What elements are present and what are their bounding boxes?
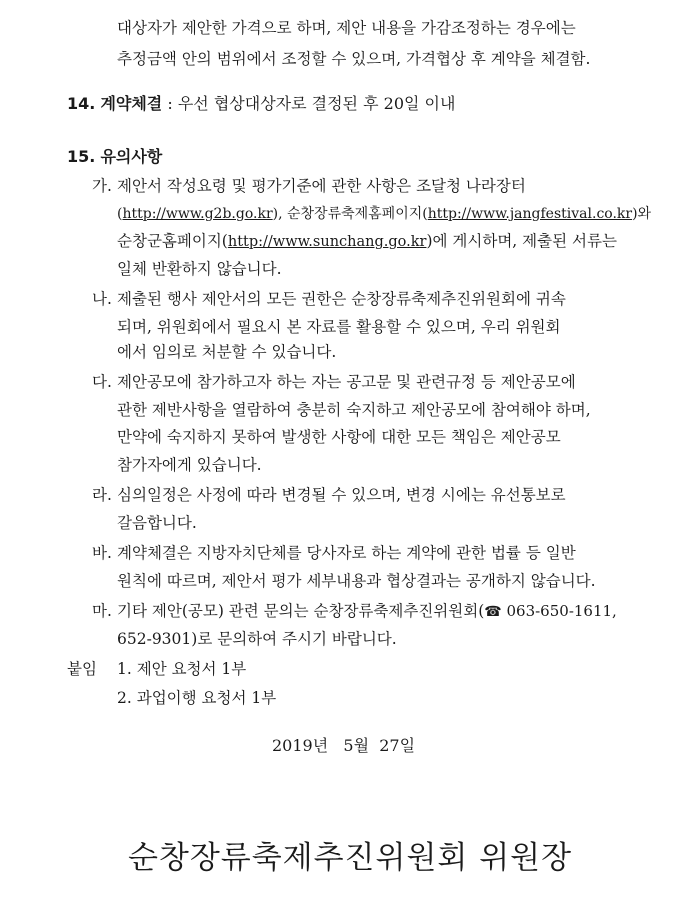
attachment-item-2: 2. 과업이행 요청서 1부 bbox=[117, 689, 277, 707]
section-14-body: 우선 협상대상자로 결정된 후 20일 이내 bbox=[177, 94, 456, 113]
item-ra-line-1: 심의일정은 사정에 따라 변경될 수 있으며, 변경 시에는 유선통보로 bbox=[117, 486, 566, 504]
paren-open: ( bbox=[117, 206, 123, 222]
item-ga-line-1: 제안서 작성요령 및 평가기준에 관한 사항은 조달청 나라장터 bbox=[117, 177, 526, 195]
item-na-marker: 나. bbox=[92, 290, 112, 308]
item-ra-line-2: 갈음합니다. bbox=[117, 514, 197, 532]
county-homepage-label: 순창군홈페이지( bbox=[117, 232, 228, 250]
item-da-line-1: 제안공모에 참가하고자 하는 자는 공고문 및 관련규정 등 제안공모에 bbox=[117, 373, 576, 391]
section-14 bbox=[67, 94, 455, 114]
item-ba-line-1: 계약체결은 지방자치단체를 당사자로 하는 계약에 관한 법률 등 일반 bbox=[117, 544, 576, 562]
item-ba-marker: 바. bbox=[92, 544, 112, 562]
item-na-line-2: 되며, 위원회에서 필요시 본 자료를 활용할 수 있으며, 우리 위원회 bbox=[117, 318, 561, 336]
festival-homepage-label: ), 순창장류축제홈페이지( bbox=[272, 206, 428, 222]
item-ma-marker: 마. bbox=[92, 602, 112, 620]
item-da-line-2: 관한 제반사항을 열람하여 충분히 숙지하고 제안공모에 참여해야 하며, bbox=[117, 401, 591, 419]
sunchang-link[interactable]: http://www.sunchang.go.kr bbox=[227, 234, 427, 250]
item-ba-line-2: 원칙에 따르며, 제안서 평가 세부내용과 협상결과는 공개하지 않습니다. bbox=[117, 572, 596, 590]
item-da-line-4: 참가자에게 있습니다. bbox=[117, 456, 262, 474]
item-ga-line-4: 일체 반환하지 않습니다. bbox=[117, 260, 282, 278]
item-ga-line-2 bbox=[117, 204, 651, 224]
item-ma-line-1-text: 기타 제안(공모) 관련 문의는 순창장류축제추진위원회( bbox=[117, 602, 485, 620]
signer-title: 순창장류축제추진위원회 위원장 bbox=[127, 840, 573, 876]
phone-icon: ☎ bbox=[484, 604, 502, 620]
item-ma-line-1 bbox=[117, 601, 617, 622]
section-15 bbox=[67, 147, 162, 167]
section-14-number: 14. bbox=[67, 94, 96, 113]
item-da-line-3: 만약에 숙지하지 못하여 발생한 사항에 대한 모든 책임은 제안공모 bbox=[117, 428, 561, 446]
attachment-item-1: 1. 제안 요청서 1부 bbox=[117, 660, 247, 678]
item-ga-marker: 가. bbox=[92, 177, 112, 195]
section-14-separator: : bbox=[162, 94, 178, 113]
item-ra-marker: 라. bbox=[92, 486, 112, 504]
item-na-line-1: 제출된 행사 제안서의 모든 권한은 순창장류축제추진위원회에 귀속 bbox=[117, 290, 566, 308]
intro-line-1: 대상자가 제안한 가격으로 하며, 제안 내용을 가감조정하는 경우에는 bbox=[117, 19, 576, 37]
item-ga-line-3 bbox=[117, 231, 617, 252]
section-15-number: 15. bbox=[67, 147, 96, 166]
attachments-label: 붙임 bbox=[67, 660, 97, 678]
item-da-marker: 다. bbox=[92, 373, 112, 391]
jangfestival-link[interactable]: http://www.jangfestival.co.kr bbox=[427, 206, 633, 222]
document-date: 2019년 5월 27일 bbox=[272, 736, 416, 755]
item-na-line-3: 에서 임의로 처분할 수 있습니다. bbox=[117, 343, 337, 361]
section-14-title: 계약체결 bbox=[100, 94, 163, 113]
intro-line-2: 추정금액 안의 범위에서 조정할 수 있으며, 가격협상 후 계약을 체결함. bbox=[117, 50, 591, 68]
paren-close: )와 bbox=[632, 206, 652, 222]
phone-number-1: 063-650-1611, bbox=[501, 602, 617, 620]
g2b-link[interactable]: http://www.g2b.go.kr bbox=[122, 206, 273, 222]
section-15-title: 유의사항 bbox=[100, 147, 163, 166]
item-ga-line-3-post: )에 게시하며, 제출된 서류는 bbox=[426, 232, 617, 250]
item-ma-line-2: 652-9301)로 문의하여 주시기 바랍니다. bbox=[117, 630, 397, 648]
